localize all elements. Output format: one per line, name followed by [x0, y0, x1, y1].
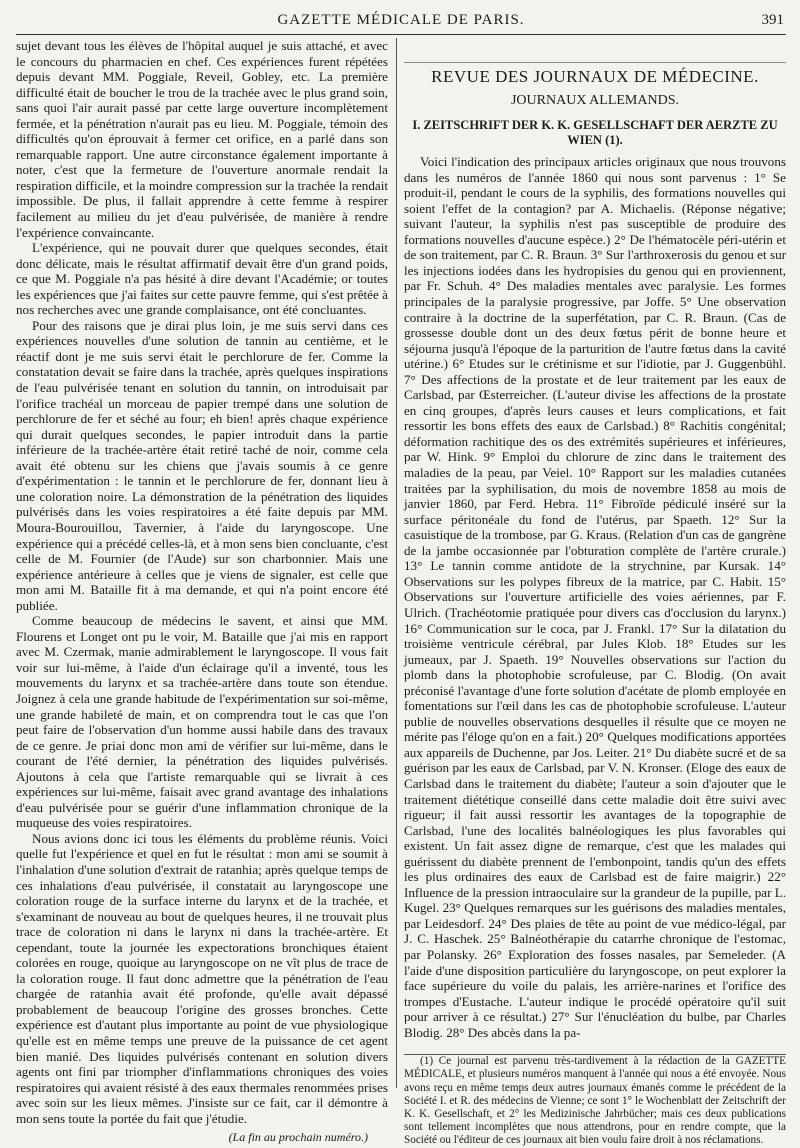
article-title: I. ZEITSCHRIFT DER K. K. GESELLSCHAFT DER AERZTE ZU WIEN (1).	[412, 118, 778, 148]
paragraph: sujet devant tous les élèves de l'hôpital auquel je suis attaché, et avec le concours du pharmacien en chef. Ces expériences furent répétées depuis devant MM. Poggiale, Reveil, Gobley, etc. La première difficulté était de boucher le trou de la trachée avec le plus grand soin, sans quoi l'air aurait passé par cette large ouverture incomplètement fermée, et la pénétration n'aurait pas eu lieu. M. Poggiale, témoin des difficultés qu'on éprouvait à fermer cet orifice, en a parlé dans son remarquable rapport. Une autre circonstance également importante à noter, c'est que la fermeture de l'ouverture anormale rendait la respiration difficile, et la moindre compression sur la trachée la rendait impossible. De plus, il fallait apprendre à cette femme à respirer facilement au milieu du jet d'eau pulvérisée, de manière à rendre l'expérience convaincante.	[16, 38, 388, 240]
journal-title: GAZETTE MÉDICALE DE PARIS.	[277, 12, 525, 28]
column-divider	[396, 38, 397, 1088]
section-title: REVUE DES JOURNAUX DE MÉDECINE.	[404, 62, 786, 85]
paragraph: Nous avions donc ici tous les éléments du problème réunis. Voici quelle fut l'expérience et quel en fut le résultat : mon ami se soumit à l'inhalation d'une solution d'extrait de ratanhia; après quelque temps de ces inhalations d'eau pulvérisée, il constatait au laryngoscope une coloration rouge de la surface interne du larynx et de la trachée, et s'examinant de nouveau au bout de quelques heures, il ne trouvait plus trace de coloration ni dans le larynx ni dans la trachée-artère. Et cependant, toute la journée les expectorations bronchiques étaient colorées en rouge, quoique au laryngoscope on ne vît plus de trace de la coloration rouge. Il faut donc admettre que la pénétration de l'eau chargée de ratanhia avait été profonde, qu'elle avait dépassé probablement de beaucoup l'origine des grosses bronches. Cette expérience est d'autant plus importante au point de vue physiologique qu'elle est en même temps une preuve de la puissance de cet agent bien manié. Des liquides pulvérisés contenant en solution divers agents ont fini par triompher d'inflammations chroniques des voies respiratoires qui avaient résisté à des eaux thermales renommées prises avec soin sur les lieux mêmes. J'insiste sur ce fait, car il démontre à mon sens toute la portée du fait que j'étudie.	[16, 830, 388, 1126]
article-body: Voici l'indication des principaux articles originaux que nous trouvons dans les numéros de l'année 1860 qui nous sont parvenus : 1° Se produit-il, pendant le cours de la syphilis, des formations nouvelles qui soient l'effet de la contagion? par A. Michaelis. (Réponse négative; suivant l'auteur, la syphilis n'est pas susceptible de produire des formations nouvelles d'aucune espèce.) 2° De l'hématocèle péri-utérin et de son traitement, par C. R. Braun. 3° Sur l'arthroxerosis du genou et sur les injections iodées dans les hydropisies du genou qui en proviennent, par Fr. Schuh. 4° Des maladies mentales avec paralysie. Les formes principales de la paralysie progressive, par Joffe. 5° Une observation contraire à la doctrine de la superfétation, par C. R. Braun. (Cas de grossesse double dont un des deux fœtus périt de bonne heure et séjourna jusqu'à l'époque de la parturition de l'autre fœtus dans la cavité utérine.) 6° Etudes sur le crétinisme et sur l'idiotie, par J. Guggenbühl. 7° Des affections de la prostate et de leur traitement par les eaux de Carlsbad, par Œsterreicher. (L'auteur divise les affections de la prostate en cinq groupes, d'après leurs causes et leurs complications, et fait ressortir les bons effets des eaux de Carlsbad.) 8° Rachitis congénital; déformation rachitique des os des extrémités supérieures et inférieures, par W. Hink. 9° Emploi du chlorure de zinc dans le traitement des maladies de la peau, par Veiel. 10° Rapport sur les maladies cutanées traitées par la syphilisation, du mois de novembre 1858 au mois de janvier 1860, par Ferd. Hebra. 11° Fibroïde pédiculé inséré sur la surface péritonéale du fond de l'utérus, par Spaeth. 12° Sur la casuistique de la trombose, par G. Kraus. (Relation d'un cas de gangrène de la jambe occasionnée par l'obturation complète de l'artère crurale.) 13° Le tannin comme antidote de la strychnine, par Kursak. 14° Observations sur les polypes fibreux de la matrice, par C. Habit. 15° Observations sur l'ouverture artificielle des voies aériennes, par F. Ulrich. (Trachéotomie pratiquée pour divers cas d'occlusion du larynx.) 16° Communication sur le coca, par J. Frankl. 17° Sur la dilatation du troisième ventricule cérébral, par Jules Klob. 18° Etudes sur les jumeaux, par J. Spaeth. 19° Nouvelles observations sur l'action du plomb dans la photophobie scrofuleuse, par C. Blodig. (On avait préconisé l'avantage d'une forte solution d'acétate de plomb employée en fomentations sur l'œil dans les cas de photophobie scrofuleuse. L'auteur publie de nouvelles observations desquelles il résulte que ce moyen ne mérite pas l'éloge qu'on en a fait.) 20° Quelques modifications apportées aux appareils de Duchenne, par Jos. Leiter. 21° Du diabète sucré et de sa guérison par les eaux de Carlsbad, par V. N. Kronser. (Eloge des eaux de Carlsbad dans le traitement du diabète; l'auteur a soin d'ajouter que le traitement diététique conseillé dans cette maladie doit être suivi avec rigueur; il fait aussi ressortir les avantages de la topographie de Carlsbad, l'une des localités balnéologiques les plus favorables qui existent. Un fait assez digne de remarque, c'est que les malades qui guérissent du diabète prennent de l'embonpoint, tandis qu'un des effets les plus ordinaires des eaux de Carlsbad est de faire maigrir.) 22° Influence de la pression intraoculaire sur la grandeur de la pupille, par L. Kugel. 23° Quelques remarques sur les guérisons des maladies mentales, par Leidesdorf. 24° Des plaies de tête au point de vue médico-légal, par J. C. Haschek. 25° Balnéothérapie du catarrhe chronique de l'estomac, par Polansky. 26° Exploration des fosses nasales, par Semeleder. (A l'aide d'une disposition particulière du laryngoscope, on peut explorer la face supérieure du voile du palais, les arrière-narines et l'orifice des trompes d'Eustache. L'auteur indique le procédé opératoire qu'il suit pour arriver à ce résultat.) 27° Sur l'énucléation du bulbe, par Charles Blodig. 28° Des abcès dans la pa-	[404, 154, 786, 1040]
page-number: 391	[761, 12, 784, 28]
page-header	[16, 8, 786, 35]
subsection-title: JOURNAUX ALLEMANDS.	[510, 92, 679, 108]
footnote: (1) Ce journal est parvenu très-tardivement à la rédaction de la GAZETTE MÉDICALE, et plusieurs numéros manquent à l'année qui nous a été envoyée. Nous avons reçu en même temps deux autres journaux émanés comme le précédent de la Société I. et R. des médecins de Vienne; ce sont 1° le Wochenblatt der Zeitschrift der K. K. Gesellschaft, et 2° les Medizinische Jahrbücher; mais ces deux publications sont tellement incomplètes que nous attendrons, pour en rendre compte, que la Société ou l'éditeur de ces journaux ait bien voulu faire droit à nos réclamations.	[404, 1055, 786, 1147]
left-column	[16, 38, 388, 1145]
paragraph: Comme beaucoup de médecins le savent, et ainsi que MM. Flourens et Longet ont pu le voir, M. Bataille que j'ai mis en rapport avec M. Czermak, manie admirablement le laryngoscope. Il vous fait voir sur lui-même, à l'aide d'un éclairage qu'il a inventé, tous les mouvements du larynx et sa trachée-artère dans toute son étendue. Joignez à cela une grande habitude de l'expérimentation sur soi-même, une grande habileté de main, et on comprendra tout le cas que l'on peut faire de l'observation d'un homme aussi habile dans des travaux de ce genre. Je priai donc mon ami de vérifier sur lui-même, dans le courant de l'été dernier, la pénétration des liquides pulvérisés. Ajoutons à cela que l'artiste remarquable qui se livrait à ces expériences sur lui-même, faisait avec grand avantage des inhalations d'eau pulvérisée pour se guérir d'une inflammation chronique de la muqueuse des voies respiratoires.	[16, 613, 388, 831]
right-column	[404, 38, 786, 1147]
continuation-note: (La fin au prochain numéro.)	[228, 1130, 368, 1145]
paragraph: Pour des raisons que je dirai plus loin, je me suis servi dans ces expériences nouvelles d'une solution de tannin au centième, et le réactif dont je me suis servi était le perchlorure de fer. Comme la constatation devait se faire dans la trachée, après quelques inspirations de l'eau pulvérisée tenant en solution du tannin, on introduisait par l'orifice trachéal un morceau de papier trempé dans une solution de perchlorure de fer et séché au four; eh bien! après chaque expérience qui durait quelques secondes, le papier introduit dans la partie inférieure de la trachée-artère était retiré taché de noir, comme cela avait été obtenu sur les chiens que j'avais soumis à ce genre d'expérimentation : le tannin et le perchlorure de fer, donnant lieu à une coloration noire. La démonstration de la pénétration des liquides pulvérisés dans les voies respiratoires a été faite depuis par MM. Moura-Bourouillou, Tavernier, à l'aide du laryngoscope. Une expérience qui a précédé celles-là, et à mon sens bien concluante, c'est celle de M. Fournier (de l'Aude) sur son charbonnier. Mais une expérience antérieure à celles que je viens de signaler, est celle que mon ami M. Bataille fit à ma demande, et qui n'a point encore été publiée.	[16, 317, 388, 613]
paragraph: L'expérience, qui ne pouvait durer que quelques secondes, était donc délicate, mais le résultat affirmatif devait être d'un grand poids, ce que M. Poggiale n'a pas hésité à dire devant l'Académie; or toutes les expériences que j'ai faites sur cette pauvre femme, qui s'est prêtée à nos recherches avec une grande complaisance, ont été concluantes.	[16, 240, 388, 318]
